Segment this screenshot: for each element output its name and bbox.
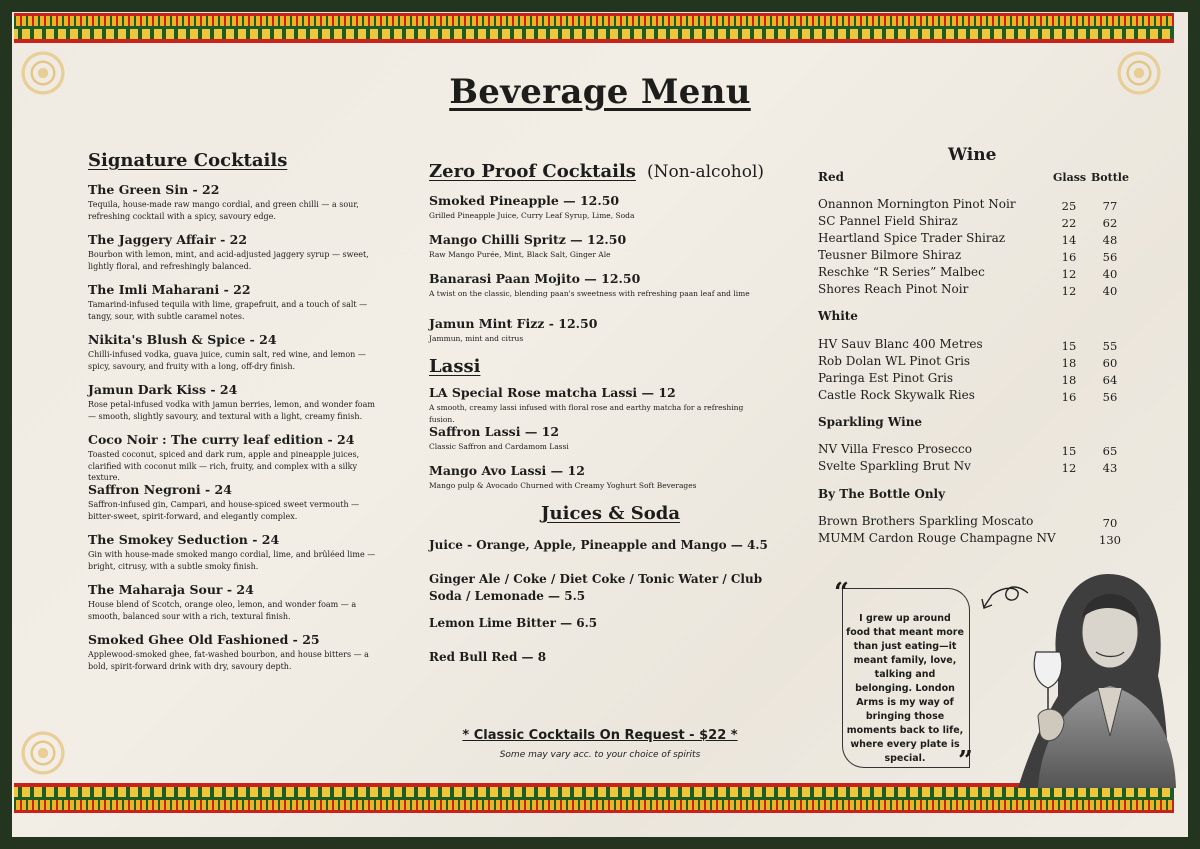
- wine-glass-price: 15: [1061, 444, 1077, 458]
- zero-proof-item: [429, 316, 759, 345]
- wine-bottle-price: 48: [1102, 233, 1118, 247]
- wine-row: [818, 197, 1128, 213]
- wine-row: [818, 388, 1128, 404]
- cocktail-name: The Green Sin - 22: [88, 182, 220, 197]
- wine-row: [818, 282, 1128, 298]
- wine-glass-price: 16: [1061, 390, 1077, 404]
- zero-proof-item: [429, 232, 759, 261]
- cocktail-item: [88, 582, 378, 622]
- wine-bottle-column-label: Bottle: [1091, 171, 1129, 184]
- wine-name: NV Villa Fresco Prosecco: [818, 442, 972, 456]
- cocktail-description: Bourbon with lemon, mint, and acid-adjusted jaggery syrup — sweet, lightly floral, and refreshingly balanced.: [88, 250, 369, 271]
- cocktail-name: The Jaggery Affair - 22: [88, 232, 248, 247]
- lassi-description: A smooth, creamy lassi infused with floral rose and earthy matcha for a refreshing fusion.: [429, 403, 744, 424]
- cocktail-description: Tamarind-infused tequila with lime, grapefruit, and a touch of salt — tangy, sour, with subtle caramel notes.: [88, 300, 368, 321]
- wine-bottle-price: 130: [1099, 533, 1121, 547]
- mandala-ornament-bottom-left: [14, 724, 72, 782]
- lassi-heading: Lassi: [429, 356, 481, 377]
- cocktail-name: Nikita's Blush & Spice - 24: [88, 332, 277, 347]
- lassi-item: [429, 424, 759, 453]
- cocktail-name: The Maharaja Sour - 24: [88, 582, 254, 597]
- zero-proof-description: Raw Mango Purée, Mint, Black Salt, Ginger Ale: [429, 250, 611, 259]
- zero-proof-subheading: (Non-alcohol): [647, 162, 765, 182]
- wine-name: Rob Dolan WL Pinot Gris: [818, 354, 971, 368]
- zero-proof-heading-group: [429, 161, 764, 182]
- wine-bottle-price: 40: [1102, 267, 1118, 281]
- juice-item: Red Bull Red — 8: [429, 650, 547, 664]
- owner-portrait-image: [1018, 566, 1178, 788]
- wine-name: SC Pannel Field Shiraz: [818, 214, 958, 228]
- wine-row: [818, 442, 1128, 458]
- open-quote-mark: “: [834, 578, 849, 608]
- zero-proof-item: [429, 271, 759, 300]
- cocktail-item: [88, 232, 378, 272]
- cocktail-description: Applewood-smoked ghee, fat-washed bourbon, and house bitters — a bold, spirit-forward drink with dry, savoury depth.: [88, 650, 369, 671]
- classic-cocktails-subnote: Some may vary acc. to your choice of spirits: [499, 750, 701, 760]
- wine-name: Onannon Mornington Pinot Noir: [818, 197, 1016, 211]
- cocktail-name: Jamun Dark Kiss - 24: [88, 382, 238, 397]
- zero-proof-item: [429, 193, 759, 222]
- wine-row: [818, 514, 1128, 530]
- wine-glass-price: 18: [1061, 373, 1077, 387]
- wine-glass-price: 16: [1061, 250, 1077, 264]
- cocktail-item: [88, 482, 378, 522]
- wine-name: Heartland Spice Trader Shiraz: [818, 231, 1006, 245]
- lassi-item: [429, 463, 759, 492]
- zero-proof-description: A twist on the classic, blending paan's sweetness with refreshing paan leaf and lime: [429, 289, 750, 298]
- top-border-band: [14, 13, 1174, 43]
- zero-proof-name: Banarasi Paan Mojito — 12.50: [429, 271, 641, 286]
- wine-glass-price: 14: [1061, 233, 1077, 247]
- wine-row: [818, 265, 1128, 281]
- wine-glass-price: 25: [1061, 199, 1077, 213]
- close-quote-mark: ”: [958, 746, 973, 776]
- lassi-description: Classic Saffron and Cardamom Lassi: [429, 442, 569, 451]
- cocktail-name: Saffron Negroni - 24: [88, 482, 232, 497]
- wine-heading: Wine: [948, 145, 997, 165]
- cocktail-name: The Smokey Seduction - 24: [88, 532, 280, 547]
- wine-row: [818, 354, 1128, 370]
- wine-bottle-price: 43: [1102, 461, 1118, 475]
- wine-red-heading: Red: [818, 170, 844, 184]
- wine-bottle-price: 55: [1102, 339, 1118, 353]
- cocktail-description: Chilli-infused vodka, guava juice, cumin salt, red wine, and lemon — spicy, savoury, and fruity with a long, off-dry finish.: [88, 350, 366, 371]
- cocktail-name: The Imli Maharani - 22: [88, 282, 251, 297]
- juice-item: Juice - Orange, Apple, Pineapple and Mango — 4.5: [429, 538, 768, 552]
- wine-name: Castle Rock Skywalk Ries: [818, 388, 975, 402]
- lassi-name: Saffron Lassi — 12: [429, 424, 560, 439]
- wine-name: Svelte Sparkling Brut Nv: [818, 459, 971, 473]
- wine-glass-price: 12: [1061, 461, 1077, 475]
- wine-row: [818, 337, 1128, 353]
- zero-proof-description: Jammun, mint and citrus: [429, 334, 524, 343]
- owner-quote-text: I grew up around food that meant more than just eating—it meant family, love, talking and belonging. London Arms is my way of bringing those moments back to life, where every plate is special.: [846, 613, 964, 764]
- cocktail-description: Toasted coconut, spiced and dark rum, apple and pineapple juices, clarified with coconut milk — rich, fruity, and complex with a silky texture.: [88, 450, 360, 482]
- wine-row: [818, 459, 1128, 475]
- signature-cocktails-heading: Signature Cocktails: [88, 150, 288, 171]
- classic-cocktails-note: * Classic Cocktails On Request - $22 *: [462, 728, 738, 743]
- juice-item: Ginger Ale / Coke / Diet Coke / Tonic Water / Club Soda / Lemonade — 5.5: [429, 572, 763, 603]
- cocktail-item: [88, 282, 378, 322]
- wine-bottle-price: 64: [1102, 373, 1118, 387]
- wine-bottle-price: 77: [1102, 199, 1118, 213]
- cocktail-item: [88, 632, 378, 672]
- wine-glass-price: 12: [1061, 284, 1077, 298]
- wine-bottle-price: 56: [1102, 250, 1118, 264]
- wine-name: Paringa Est Pinot Gris: [818, 371, 954, 385]
- zero-proof-description: Grilled Pineapple Juice, Curry Leaf Syrup, Lime, Soda: [429, 211, 635, 220]
- cocktail-description: House blend of Scotch, orange oleo, lemon, and wonder foam — a smooth, balanced sour with a rich, textural finish.: [88, 600, 357, 621]
- cocktail-item: [88, 532, 378, 572]
- wine-row: [818, 248, 1128, 264]
- lassi-name: LA Special Rose matcha Lassi — 12: [429, 385, 676, 400]
- wine-name: Shores Reach Pinot Noir: [818, 282, 969, 296]
- cocktail-description: Saffron-infused gin, Campari, and house-spiced sweet vermouth — bitter-sweet, spirit-forward, and elegantly complex.: [88, 500, 360, 521]
- cocktail-item: [88, 182, 378, 222]
- zero-proof-name: Smoked Pineapple — 12.50: [429, 193, 620, 208]
- wine-bottle-price: 40: [1102, 284, 1118, 298]
- wine-bottle-price: 62: [1102, 216, 1118, 230]
- wine-glass-price: 15: [1061, 339, 1077, 353]
- cocktail-item: [88, 382, 378, 422]
- wine-row: [818, 214, 1128, 230]
- juice-item: Lemon Lime Bitter — 6.5: [429, 616, 598, 630]
- juices-soda-heading: Juices & Soda: [541, 503, 681, 524]
- wine-bottle-price: 60: [1102, 356, 1118, 370]
- zero-proof-heading: Zero Proof Cocktails: [429, 161, 636, 182]
- menu-title: Beverage Menu: [449, 72, 751, 112]
- lassi-item: [429, 385, 759, 425]
- wine-bottle-price: 65: [1102, 444, 1118, 458]
- wine-name: MUMM Cardon Rouge Champagne NV: [818, 531, 1056, 545]
- cocktail-item: [88, 432, 378, 484]
- cocktail-item: [88, 332, 378, 372]
- wine-bottle-only-heading: By The Bottle Only: [818, 487, 946, 501]
- wine-white-heading: White: [818, 309, 858, 323]
- wine-row: [818, 371, 1128, 387]
- wine-name: Brown Brothers Sparkling Moscato: [818, 514, 1034, 528]
- cocktail-description: Tequila, house-made raw mango cordial, and green chilli — a sour, refreshing cocktail with a spicy, savoury edge.: [88, 200, 359, 221]
- wine-glass-price: 12: [1061, 267, 1077, 281]
- lassi-name: Mango Avo Lassi — 12: [429, 463, 585, 478]
- wine-glass-price: 22: [1061, 216, 1077, 230]
- wine-row: [818, 231, 1128, 247]
- bottom-border-band: [14, 783, 1174, 813]
- cocktail-name: Coco Noir : The curry leaf edition - 24: [88, 432, 355, 447]
- cocktail-description: Gin with house-made smoked mango cordial, lime, and brûléed lime — bright, citrusy, with a subtle smoky finish.: [88, 550, 376, 571]
- wine-bottle-price: 56: [1102, 390, 1118, 404]
- zero-proof-name: Jamun Mint Fizz - 12.50: [429, 316, 598, 331]
- wine-row: [818, 531, 1128, 547]
- zero-proof-name: Mango Chilli Spritz — 12.50: [429, 232, 627, 247]
- wine-glass-price: 18: [1061, 356, 1077, 370]
- wine-sparkling-heading: Sparkling Wine: [818, 415, 923, 429]
- cocktail-description: Rose petal-infused vodka with jamun berries, lemon, and wonder foam — smooth, slightly savoury, and textural with a light, creamy finish.: [88, 400, 375, 421]
- cocktail-name: Smoked Ghee Old Fashioned - 25: [88, 632, 320, 647]
- wine-name: HV Sauv Blanc 400 Metres: [818, 337, 983, 351]
- wine-bottle-price: 70: [1102, 516, 1118, 530]
- wine-name: Teusner Bilmore Shiraz: [818, 248, 962, 262]
- wine-name: Reschke “R Series” Malbec: [818, 265, 985, 279]
- lassi-description: Mango pulp & Avocado Churned with Creamy Yoghurt Soft Beverages: [429, 481, 697, 490]
- wine-glass-column-label: Glass: [1053, 171, 1087, 184]
